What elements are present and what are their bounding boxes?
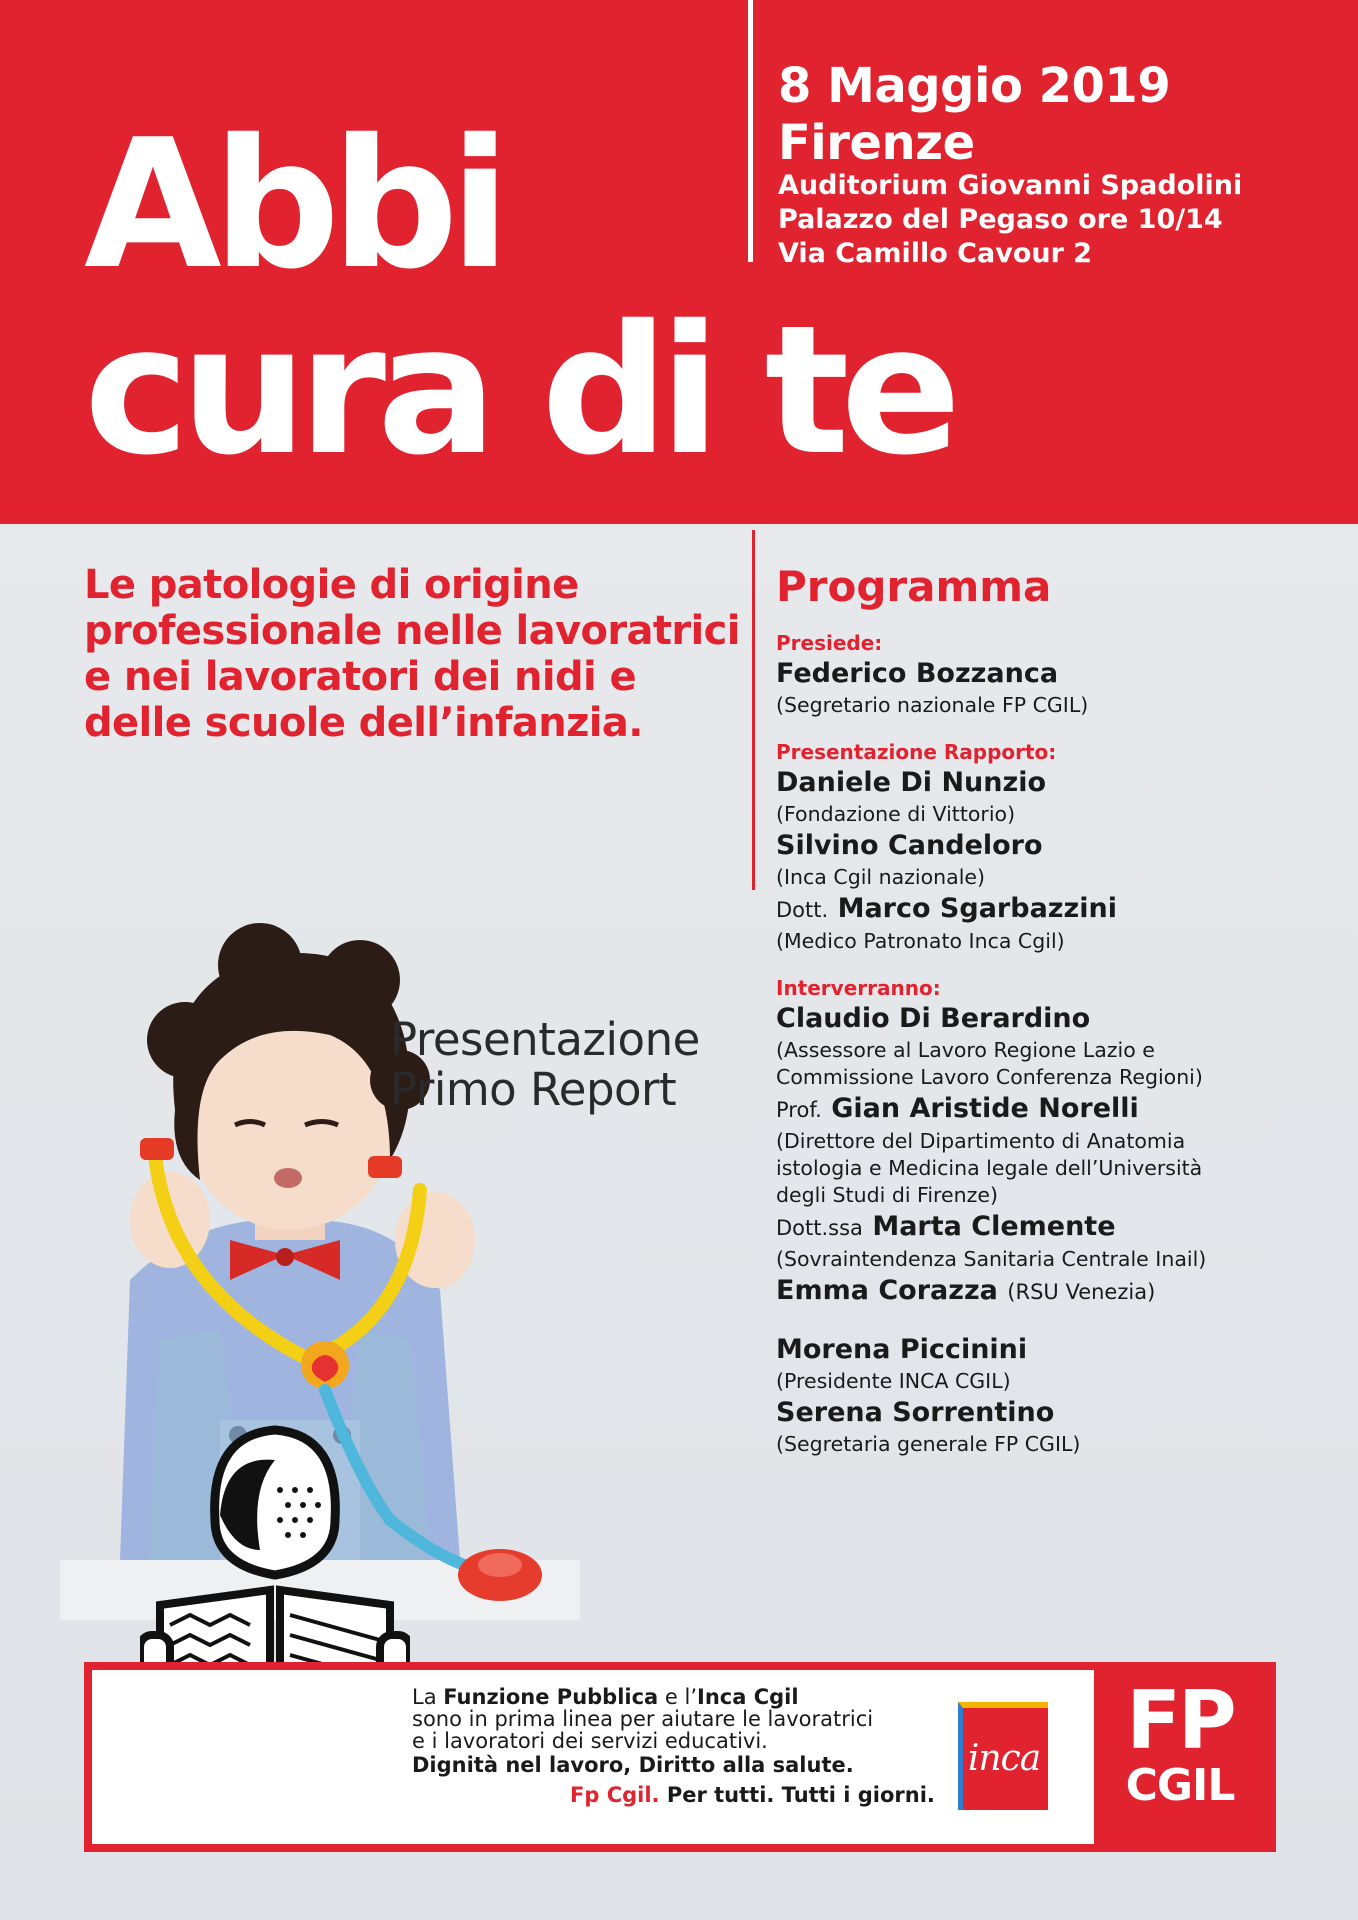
speaker-name: Emma Corazza xyxy=(776,1275,998,1306)
speaker-name: Claudio Di Berardino xyxy=(776,1003,1091,1034)
speaker-role: degli Studi di Firenze) xyxy=(776,1183,998,1207)
section-heading: Presiede: xyxy=(776,631,883,655)
speaker-name-row xyxy=(776,1395,1346,1431)
subtitle: Le patologie di origine professionale nelle lavoratrici e nei lavoratori dei nidi e delle scuole dell’infanzia. xyxy=(84,562,740,746)
header-divider xyxy=(748,0,753,262)
speaker-role: (Fondazione di Vittorio) xyxy=(776,802,1016,826)
fp-logo-line-1: FP xyxy=(1126,1674,1234,1767)
footer-line-2: sono in prima linea per aiutare le lavoratrici xyxy=(412,1707,874,1731)
programme xyxy=(776,562,1346,1458)
fp-logo-line-2: CGIL xyxy=(1125,1760,1235,1811)
event-venue-3: Via Camillo Cavour 2 xyxy=(778,238,1093,269)
speaker-name-row xyxy=(776,1273,1346,1310)
footer-line-5 xyxy=(412,1784,935,1806)
event-venue-1: Auditorium Giovanni Spadolini xyxy=(778,170,1243,201)
speaker-role: (Sovraintendenza Sanitaria Centrale Inail) xyxy=(776,1247,1207,1271)
speaker-name-row xyxy=(776,1091,1346,1128)
speaker-role: (Presidente INCA CGIL) xyxy=(776,1369,1011,1393)
speaker-title: Dott. xyxy=(776,898,829,922)
speaker-role: (Medico Patronato Inca Cgil) xyxy=(776,929,1065,953)
presentation-line-1: Presentazione xyxy=(390,1013,700,1066)
footer-line-5-a: Fp Cgil. xyxy=(570,1783,660,1807)
speaker-name-row xyxy=(776,1001,1346,1037)
speaker-name: Serena Sorrentino xyxy=(776,1397,1055,1428)
speaker-name: Morena Piccinini xyxy=(776,1334,1028,1365)
event-date: 8 Maggio 2019 xyxy=(778,58,1171,114)
speaker-name-row xyxy=(776,828,1346,864)
speaker-name-row xyxy=(776,656,1346,692)
footer-line-5-b: Per tutti. Tutti i giorni. xyxy=(659,1783,935,1807)
footer-line-4: Dignità nel lavoro, Diritto alla salute. xyxy=(412,1753,854,1777)
footer-line-1-a: La xyxy=(412,1685,444,1709)
speaker-name-row xyxy=(776,765,1346,801)
speaker-name: Marco Sgarbazzini xyxy=(837,893,1117,924)
speaker-name: Gian Aristide Norelli xyxy=(831,1093,1139,1124)
event-venue-2: Palazzo del Pegaso ore 10/14 xyxy=(778,204,1223,235)
speaker-name-row xyxy=(776,891,1346,928)
presentation-line-2: Primo Report xyxy=(390,1063,677,1116)
footer-line-1-c: e l’ xyxy=(658,1685,698,1709)
footer-text xyxy=(412,1686,935,1806)
speaker-role: (Inca Cgil nazionale) xyxy=(776,865,986,889)
reader-pictogram-icon xyxy=(140,1400,410,1700)
programme-divider xyxy=(752,530,755,890)
section-heading: Interverranno: xyxy=(776,976,941,1000)
speaker-role: (Segretario nazionale FP CGIL) xyxy=(776,693,1089,717)
speaker-title: Prof. xyxy=(776,1098,822,1122)
event-city: Firenze xyxy=(778,115,975,171)
section-heading: Presentazione Rapporto: xyxy=(776,740,1057,764)
speaker-name: Marta Clemente xyxy=(872,1211,1116,1242)
footer-line-1-d: Inca Cgil xyxy=(697,1685,799,1709)
footer-line-1 xyxy=(412,1686,935,1708)
speaker-role: Commissione Lavoro Conferenza Regioni) xyxy=(776,1065,1203,1089)
speaker-role: istologia e Medicina legale dell’Università xyxy=(776,1156,1203,1180)
programme-list xyxy=(776,630,1346,1458)
speaker-name: Federico Bozzanca xyxy=(776,658,1059,689)
speaker-name-row xyxy=(776,1209,1346,1246)
presentation-label xyxy=(390,1015,700,1115)
speaker-title: Dott.ssa xyxy=(776,1216,863,1240)
speaker-name-row xyxy=(776,1332,1346,1368)
speaker-name: Silvino Candeloro xyxy=(776,830,1043,861)
section-spacer xyxy=(776,1310,1346,1332)
speaker-affiliation: (RSU Venezia) xyxy=(1007,1280,1156,1304)
speaker-name: Daniele Di Nunzio xyxy=(776,767,1047,798)
programme-title: Programma xyxy=(776,562,1052,611)
event-info xyxy=(778,55,1242,271)
inca-logo-text: inca xyxy=(967,1738,1041,1779)
speaker-role: (Segretaria generale FP CGIL) xyxy=(776,1432,1081,1456)
footer-line-1-b: Funzione Pubblica xyxy=(443,1685,659,1709)
speaker-role: (Direttore del Dipartimento di Anatomia xyxy=(776,1129,1186,1153)
title-line-1: Abbi xyxy=(84,101,502,308)
title-line-2: cura di te xyxy=(84,287,953,494)
fp-cgil-logo xyxy=(1110,1674,1250,1811)
inca-logo xyxy=(954,1698,1052,1814)
speaker-role: (Assessore al Lavoro Regione Lazio e xyxy=(776,1038,1155,1062)
footer-line-3: e i lavoratori dei servizi educativi. xyxy=(412,1729,768,1753)
